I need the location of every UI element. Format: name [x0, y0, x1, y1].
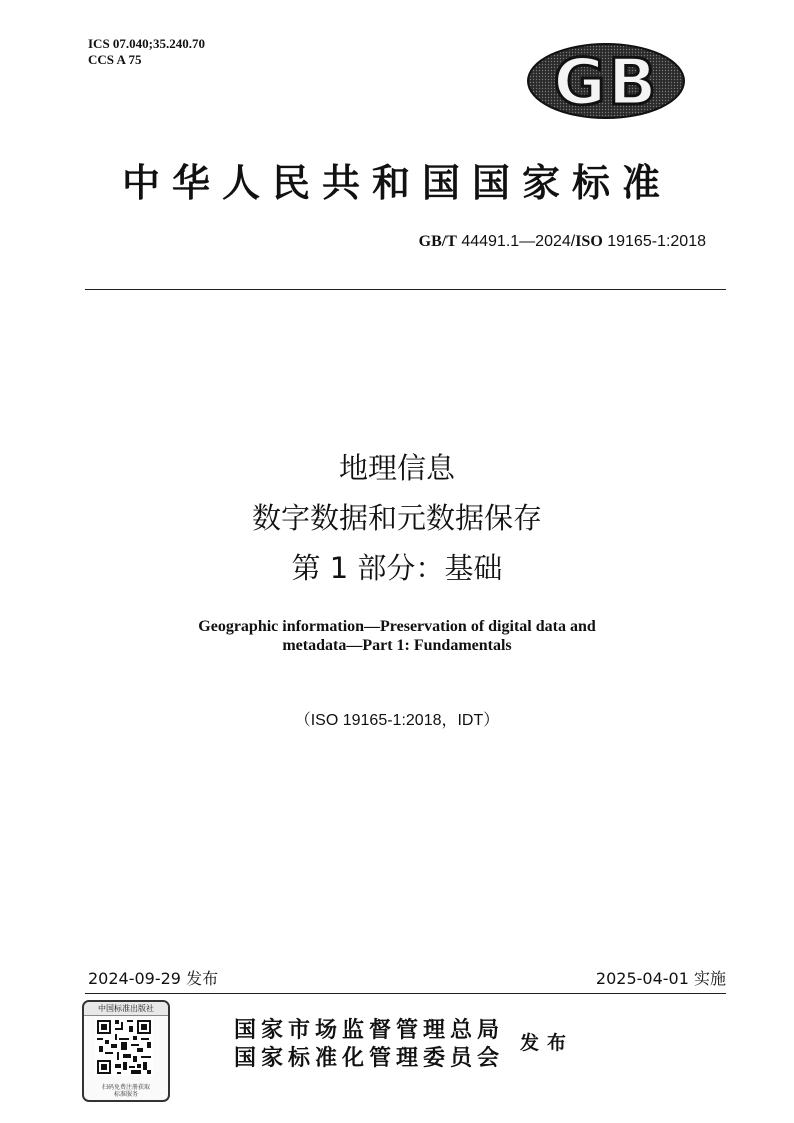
- english-title-line-1: Geographic information—Preservation of digital data and: [198, 618, 596, 635]
- publish-label: 发布: [520, 1032, 575, 1054]
- chinese-title-line-3: 第 1 部分：基础: [291, 551, 503, 585]
- issuer-samr: 国家市场监督管理总局: [234, 1017, 505, 1043]
- std-iso-number: 19165-1:2018: [607, 233, 706, 250]
- gb-logo: [526, 42, 686, 120]
- header-divider: [85, 289, 726, 290]
- std-number-main: 44491.1—2024/: [461, 233, 576, 250]
- classification-codes: [88, 36, 205, 68]
- standard-number: [419, 233, 706, 251]
- qr-footer-line-1: 扫码免费注册获取: [101, 1084, 150, 1091]
- ics-code: ICS 07.040;35.240.70: [88, 36, 206, 51]
- qr-code-icon: [95, 1018, 153, 1076]
- std-iso-prefix: ISO: [575, 233, 603, 250]
- footer-divider: [85, 993, 726, 994]
- iso-equivalence: （ISO 19165-1:2018，IDT）: [294, 712, 500, 729]
- qr-code-card[interactable]: [82, 1000, 170, 1102]
- qr-footer: [84, 1084, 168, 1098]
- chinese-title-line-1: 地理信息: [338, 451, 455, 485]
- issuer-sac: 国家标准化管理委员会: [234, 1045, 505, 1071]
- national-standard-title: 中华人民共和国国家标准: [121, 160, 672, 205]
- issue-date: 2024-09-29 发布: [88, 969, 219, 988]
- qr-header: 中国标准出版社: [84, 1002, 168, 1016]
- implementation-date: 2025-04-01 实施: [595, 969, 726, 988]
- qr-footer-line-2: 标准服务: [113, 1091, 138, 1098]
- chinese-title-line-2: 数字数据和元数据保存: [251, 501, 542, 535]
- gb-logo-text: GB: [553, 46, 659, 120]
- ccs-code: CCS A 75: [88, 52, 142, 67]
- english-title-line-2: metadata—Part 1: Fundamentals: [282, 637, 512, 654]
- std-prefix: GB/T: [418, 233, 457, 250]
